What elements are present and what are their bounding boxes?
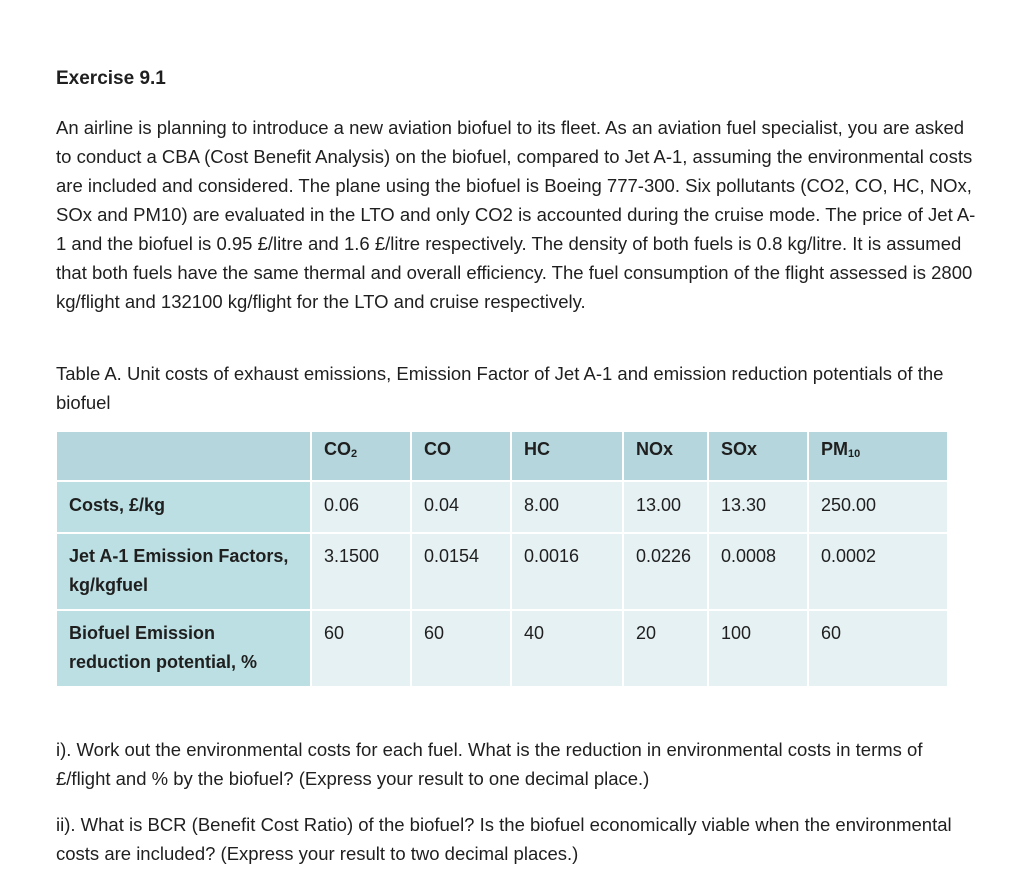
header-pm10 xyxy=(807,432,947,480)
question-1: i). Work out the environmental costs for each fuel. What is the reduction in environmental costs in terms of £/flight and % by the biofuel? (Express your result to one decimal place.) xyxy=(56,739,923,789)
header-co2-sub: 2 xyxy=(351,448,358,460)
row-label-ef-line1: Jet A-1 Emission Factors, xyxy=(69,546,289,566)
row-label-costs: Costs, £/kg xyxy=(57,480,310,532)
cell-costs-co2: 0.06 xyxy=(310,480,410,532)
cell-ef-hc: 0.0016 xyxy=(510,532,622,609)
table-caption: Table A. Unit costs of exhaust emissions, Emission Factor of Jet A-1 and emission reduction potentials of the biofuel xyxy=(56,363,944,413)
cell-rp-hc: 40 xyxy=(510,609,622,686)
exercise-title: Exercise 9.1 xyxy=(56,68,166,89)
row-label-emission-factors xyxy=(57,532,310,609)
header-corner xyxy=(57,432,310,480)
row-label-rp-line2: reduction potential, % xyxy=(69,652,258,672)
header-pm10-base: PM xyxy=(821,439,848,459)
cell-costs-hc: 8.00 xyxy=(510,480,622,532)
cell-costs-nox: 13.00 xyxy=(622,480,707,532)
row-label-ef-line2: kg/kgfuel xyxy=(69,575,149,595)
header-co2 xyxy=(310,432,410,480)
cell-costs-pm10: 250.00 xyxy=(807,480,947,532)
header-hc: HC xyxy=(510,432,622,480)
header-sox: SOx xyxy=(707,432,807,480)
cell-rp-sox: 100 xyxy=(707,609,807,686)
cell-ef-co: 0.0154 xyxy=(410,532,510,609)
header-pm10-sub: 10 xyxy=(848,448,861,460)
row-label-reduction-potential xyxy=(57,609,310,686)
cell-rp-pm10: 60 xyxy=(807,609,947,686)
intro-paragraph: An airline is planning to introduce a new aviation biofuel to its fleet. As an aviation fuel specialist, you are asked to conduct a CBA (Cost Benefit Analysis) on the biofuel, compared to Jet A-1, assuming the environmental costs are included and considered. The plane using the biofuel is Boeing 777-300. Six pollutants (CO2, CO, HC, NOx, SOx and PM10) are evaluated in the LTO and only CO2 is accounted during the cruise mode. The price of Jet A-1 and the biofuel is 0.95 £/litre and 1.6 £/litre respectively. The density of both fuels is 0.8 kg/litre. It is assumed that both fuels have the same thermal and overall efficiency. The fuel consumption of the flight assessed is 2800 kg/flight and 132100 kg/flight for the LTO and cruise respectively. xyxy=(56,117,976,312)
emissions-table xyxy=(57,432,947,686)
cell-ef-co2: 3.1500 xyxy=(310,532,410,609)
cell-rp-co2: 60 xyxy=(310,609,410,686)
cell-costs-co: 0.04 xyxy=(410,480,510,532)
cell-costs-sox: 13.30 xyxy=(707,480,807,532)
cell-rp-nox: 20 xyxy=(622,609,707,686)
question-2: ii). What is BCR (Benefit Cost Ratio) of the biofuel? Is the biofuel economically viable when the environmental costs are included? (Express your result to two decimal places.) xyxy=(56,814,952,864)
table-row-costs xyxy=(57,480,947,532)
cell-ef-nox: 0.0226 xyxy=(622,532,707,609)
table-header-row xyxy=(57,432,947,480)
cell-ef-pm10: 0.0002 xyxy=(807,532,947,609)
header-nox: NOx xyxy=(622,432,707,480)
row-label-rp-line1: Biofuel Emission xyxy=(69,623,216,643)
cell-rp-co: 60 xyxy=(410,609,510,686)
header-co2-base: CO xyxy=(324,439,351,459)
cell-ef-sox: 0.0008 xyxy=(707,532,807,609)
table-row-emission-factors xyxy=(57,532,947,609)
header-co: CO xyxy=(410,432,510,480)
table-row-reduction-potential xyxy=(57,609,947,686)
